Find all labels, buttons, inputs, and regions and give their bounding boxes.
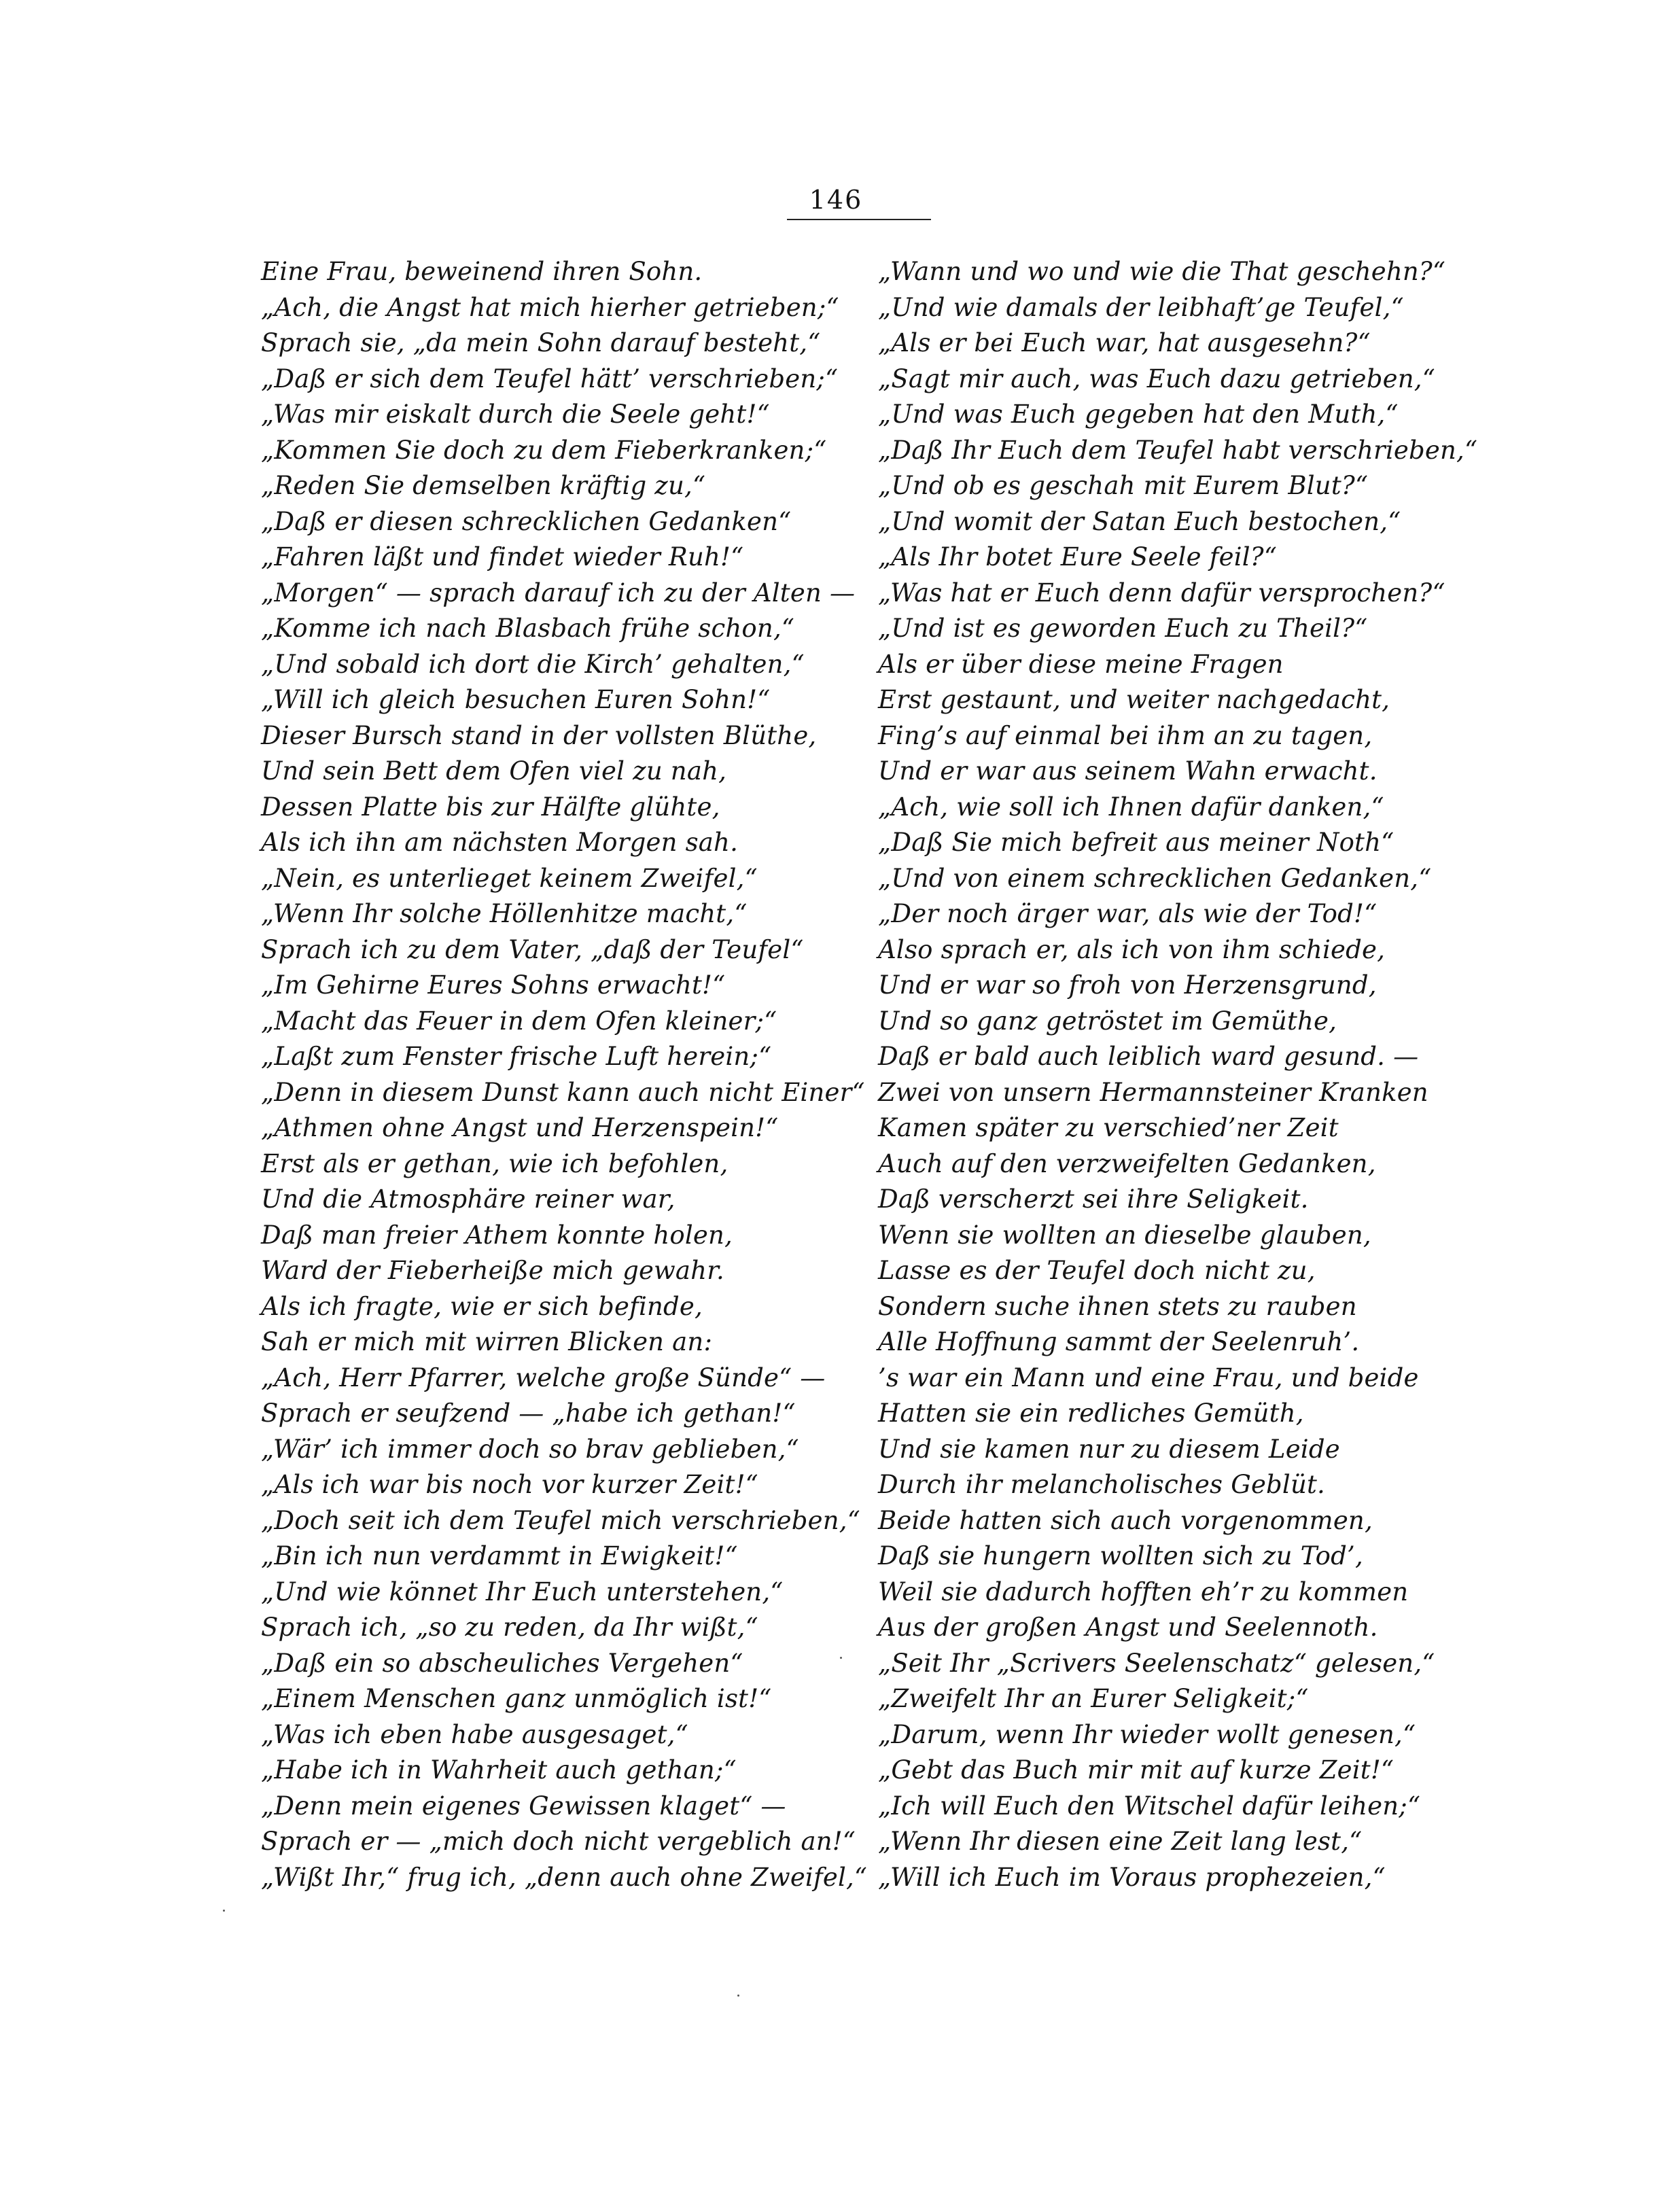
verse-line: „Habe ich in Wahrheit auch gethan;“ [261,1755,737,1785]
verse-line: Als er über diese meine Fragen [878,649,1284,679]
verse-line: „Was hat er Euch denn dafür versprochen?“ [878,578,1445,608]
verse-line: „Wann und wo und wie die That geschehn?“ [878,257,1446,286]
verse-line: Sprach sie, „da mein Sohn darauf besteht,“ [261,328,821,357]
verse-line: „Wißt Ihr,“ frug ich, „denn auch ohne Zweifel,“ [261,1862,868,1892]
verse-line: Daß man freier Athem konnte holen, [261,1220,733,1250]
verse-line: „Im Gehirne Eures Sohns erwacht!“ [261,970,726,1000]
verse-line: „Seit Ihr „Scrivers Seelenschatz“ gelesen,“ [878,1648,1435,1678]
verse-line: Fing’s auf einmal bei ihm an zu tagen, [878,720,1373,750]
verse-line: „Denn in diesem Dunst kann auch nicht Einer“ [261,1077,865,1107]
verse-line: Beide hatten sich auch vorgenommen, [878,1505,1373,1535]
verse-line: „Ich will Euch den Witschel dafür leihen;“ [878,1791,1421,1821]
verse-line: „Einem Menschen ganz unmöglich ist!“ [261,1684,772,1713]
verse-line: Kamen später zu verschied’ner Zeit [878,1113,1339,1142]
verse-line: Dieser Bursch stand in der vollsten Blüthe, [261,720,817,750]
scan-speck [223,1910,225,1912]
verse-line: Und sie kamen nur zu diesem Leide [878,1434,1340,1464]
verse-line: „Gebt das Buch mir mit auf kurze Zeit!“ [878,1755,1394,1785]
verse-line: Dessen Platte bis zur Hälfte glühte, [261,792,720,822]
verse-line: Und so ganz getröstet im Gemüthe, [878,1006,1337,1036]
verse-line: Lasse es der Teufel doch nicht zu, [878,1256,1316,1285]
verse-line: „Kommen Sie doch zu dem Fieberkranken;“ [261,435,827,465]
verse-line: „Und wie damals der leibhaft’ge Teufel,“ [878,292,1404,322]
verse-line: „Doch seit ich dem Teufel mich verschrieben,“ [261,1505,860,1535]
verse-line: Alle Hoffnung sammt der Seelenruh’. [878,1327,1360,1356]
verse-line: „Als Ihr botet Eure Seele feil?“ [878,542,1277,572]
left-text-column [261,254,868,1895]
verse-line: „Will ich Euch im Voraus prophezeien,“ [878,1862,1386,1892]
verse-line: „Reden Sie demselben kräftig zu,“ [261,471,706,500]
verse-line: Und die Atmosphäre reiner war, [261,1184,675,1214]
verse-line: ’s war ein Mann und eine Frau, und beide [878,1363,1419,1392]
verse-line: „Ach, Herr Pfarrer, welche große Sünde“ — [261,1363,826,1392]
verse-line: „Ach, die Angst hat mich hierher getrieben;“ [261,292,839,322]
verse-line: Und er war so froh von Herzensgrund, [878,970,1377,1000]
verse-line: „Daß er sich dem Teufel hätt’ verschrieben;“ [261,364,839,393]
verse-line: Als ich ihn am nächsten Morgen sah. [261,828,739,857]
verse-line: Sprach ich zu dem Vater, „daß der Teufel“ [261,934,804,964]
verse-line: „Und von einem schrecklichen Gedanken,“ [878,863,1432,893]
verse-line: „Komme ich nach Blasbach frühe schon,“ [261,614,795,643]
verse-line: Sprach er seufzend — „habe ich gethan!“ [261,1399,796,1428]
verse-line: Aus der großen Angst und Seelennoth. [878,1613,1378,1642]
verse-line: „Was ich eben habe ausgesaget,“ [261,1719,688,1749]
verse-line: „Als ich war bis noch vor kurzer Zeit!“ [261,1470,758,1499]
verse-line: „Daß er diesen schrecklichen Gedanken“ [261,506,792,536]
verse-line: „Laßt zum Fenster frische Luft herein;“ [261,1042,772,1071]
right-text-column [878,254,1476,1895]
verse-line: „Ach, wie soll ich Ihnen dafür danken,“ [878,792,1384,822]
verse-line: „Daß Sie mich befreit aus meiner Noth“ [878,828,1394,857]
verse-line: Weil sie dadurch hofften eh’r zu kommen [878,1577,1409,1607]
scan-speck [840,1657,842,1659]
verse-line: Durch ihr melancholisches Geblüt. [878,1470,1326,1499]
verse-line: „Wenn Ihr solche Höllenhitze macht,“ [261,899,748,928]
verse-line: „Wenn Ihr diesen eine Zeit lang lest,“ [878,1827,1363,1856]
verse-line: Daß verscherzt sei ihre Seligkeit. [878,1184,1309,1214]
verse-line: Ward der Fieberheiße mich gewahr. [261,1256,724,1285]
verse-line: „Was mir eiskalt durch die Seele geht!“ [261,400,770,429]
verse-line: „Macht das Feuer in dem Ofen kleiner;“ [261,1006,777,1036]
verse-line: Sprach ich, „so zu reden, da Ihr wißt,“ [261,1613,758,1642]
verse-line: „Und womit der Satan Euch bestochen,“ [878,506,1401,536]
verse-line: „Und ist es geworden Euch zu Theil?“ [878,614,1368,643]
verse-line: Hatten sie ein redliches Gemüth, [878,1399,1304,1428]
verse-line: Eine Frau, beweinend ihren Sohn. [261,257,703,286]
page-number: 146 [809,185,863,215]
scan-speck [737,1995,739,1997]
verse-line: „Nein, es unterlieget keinem Zweifel,“ [261,863,758,893]
verse-line: „Will ich gleich besuchen Euren Sohn!“ [261,685,771,714]
verse-line: „Daß Ihr Euch dem Teufel habt verschrieben,“ [878,435,1478,465]
verse-line: „Und wie könnet Ihr Euch unterstehen,“ [261,1577,784,1607]
verse-line: Sondern suche ihnen stets zu rauben [878,1291,1357,1321]
verse-line: „Zweifelt Ihr an Eurer Seligkeit;“ [878,1684,1309,1713]
verse-line: „Und sobald ich dort die Kirch’ gehalten,“ [261,649,805,679]
verse-line: „Wär’ ich immer doch so brav geblieben,“ [261,1434,799,1464]
verse-line: Erst als er gethan, wie ich befohlen, [261,1148,729,1178]
verse-line: Und sein Bett dem Ofen viel zu nah, [261,756,727,786]
verse-line: Sah er mich mit wirren Blicken an: [261,1327,713,1356]
verse-line: Also sprach er, als ich von ihm schiede, [878,934,1386,964]
verse-line: Zwei von unsern Hermannsteiner Kranken [878,1077,1428,1107]
verse-line: „Denn mein eigenes Gewissen klaget“ — [261,1791,786,1821]
header-rule [787,219,931,220]
verse-line: Wenn sie wollten an dieselbe glauben, [878,1220,1371,1250]
verse-line: „Darum, wenn Ihr wieder wollt genesen,“ [878,1719,1416,1749]
verse-line: Daß sie hungern wollten sich zu Tod’, [878,1541,1363,1570]
verse-line: „Athmen ohne Angst und Herzenspein!“ [261,1113,779,1142]
verse-line: „Fahren läßt und findet wieder Ruh!“ [261,542,744,572]
verse-line: „Und was Euch gegeben hat den Muth,“ [878,400,1399,429]
verse-line: Daß er bald auch leiblich ward gesund. — [878,1042,1419,1071]
verse-line: „Sagt mir auch, was Euch dazu getrieben,“ [878,364,1435,393]
verse-line: „Bin ich nun verdammt in Ewigkeit!“ [261,1541,738,1570]
verse-line: Auch auf den verzweifelten Gedanken, [878,1148,1376,1178]
verse-line: Als ich fragte, wie er sich befinde, [261,1291,703,1321]
verse-line: „Als er bei Euch war, hat ausgesehn?“ [878,328,1371,357]
verse-line: Sprach er — „mich doch nicht vergeblich an!“ [261,1827,856,1856]
verse-line: „Und ob es geschah mit Eurem Blut?“ [878,471,1369,500]
verse-line: Und er war aus seinem Wahn erwacht. [878,756,1378,786]
verse-line: Erst gestaunt, und weiter nachgedacht, [878,685,1390,714]
verse-line: „Morgen“ — sprach darauf ich zu der Alten — [261,578,856,608]
verse-line: „Der noch ärger war, als wie der Tod!“ [878,899,1378,928]
verse-line: „Daß ein so abscheuliches Vergehen“ [261,1648,743,1678]
